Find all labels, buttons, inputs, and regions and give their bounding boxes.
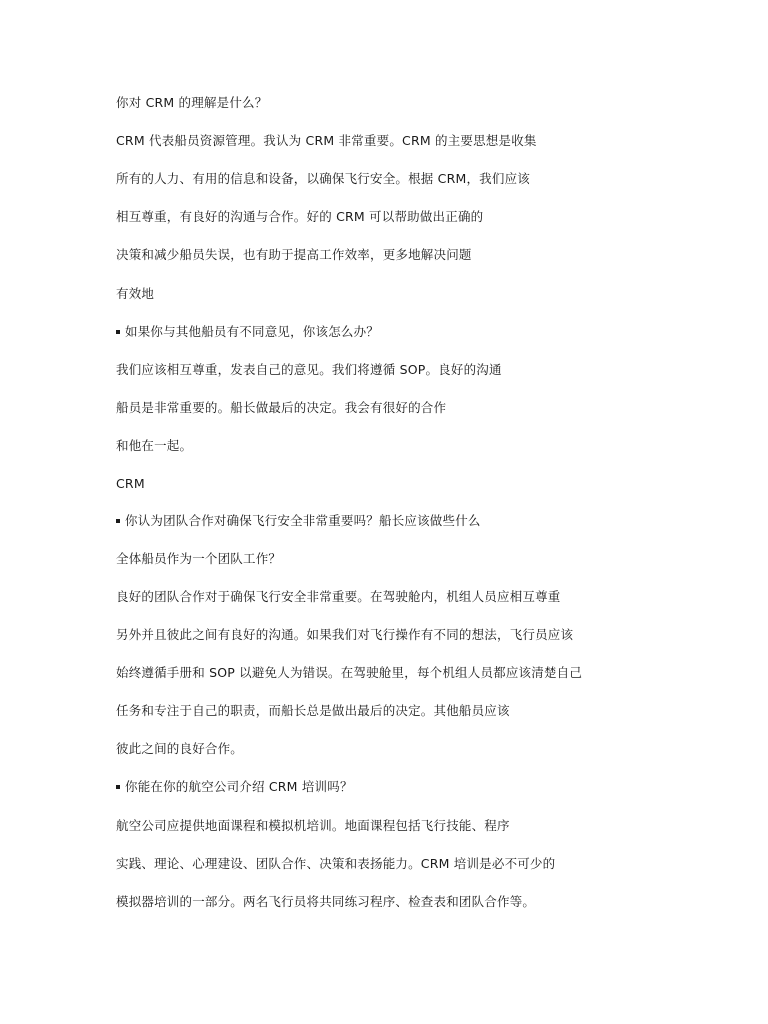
text-line <box>116 438 192 454</box>
line-text: 你对 CRM 的理解是什么？ <box>116 95 268 110</box>
text-line <box>116 362 502 378</box>
line-text: 我们应该相互尊重，发表自己的意见。我们将遵循 SOP。良好的沟通 <box>116 362 502 377</box>
text-line <box>116 703 510 719</box>
bullet-icon <box>116 785 120 789</box>
line-text: 任务和专注于自己的职责，而船长总是做出最后的决定。其他船员应该 <box>116 703 510 718</box>
text-line <box>116 665 582 681</box>
line-text: 相互尊重，有良好的沟通与合作。好的 CRM 可以帮助做出正确的 <box>116 209 484 224</box>
bullet-icon <box>116 330 120 334</box>
line-text: 另外并且彼此之间有良好的沟通。如果我们对飞行操作有不同的想法，飞行员应该 <box>116 627 574 642</box>
bullet-icon <box>116 519 120 523</box>
text-line <box>116 856 555 872</box>
line-text: 全体船员作为一个团队工作？ <box>116 551 282 566</box>
text-line <box>116 286 154 302</box>
line-text: 和他在一起。 <box>116 438 193 453</box>
line-text: 决策和减少船员失误，也有助于提高工作效率，更多地解决问题 <box>116 247 472 262</box>
line-text: 如果你与其他船员有不同意见，你该怎么办？ <box>125 324 380 339</box>
text-line <box>116 400 446 416</box>
line-text: 始终遵循手册和 SOP 以避免人为错误。在驾驶舱里，每个机组人员都应该清楚自己 <box>116 665 583 680</box>
text-line <box>116 818 510 834</box>
line-text: 船员是非常重要的。船长做最后的决定。我会有很好的合作 <box>116 400 447 415</box>
bullet-line <box>116 779 353 795</box>
text-line <box>116 589 561 605</box>
line-text: 航空公司应提供地面课程和模拟机培训。地面课程包括飞行技能、程序 <box>116 818 510 833</box>
text-line <box>116 894 535 910</box>
line-text: CRM <box>116 476 145 491</box>
text-line <box>116 133 537 149</box>
text-line <box>116 95 267 111</box>
line-text: 模拟器培训的一部分。两名飞行员将共同练习程序、检查表和团队合作等。 <box>116 894 536 909</box>
text-line <box>116 627 573 643</box>
line-text: 有效地 <box>116 286 155 301</box>
text-line <box>116 171 530 187</box>
line-text: 实践、理论、心理建设、团队合作、决策和表扬能力。CRM 培训是必不可少的 <box>116 856 556 871</box>
bullet-line <box>116 324 379 340</box>
text-line <box>116 551 281 567</box>
text-line <box>116 247 472 263</box>
text-line <box>116 476 145 492</box>
line-text: 所有的人力、有用的信息和设备，以确保飞行安全。根据 CRM，我们应该 <box>116 171 530 186</box>
bullet-line <box>116 513 481 529</box>
line-text: 良好的团队合作对于确保飞行安全非常重要。在驾驶舱内，机组人员应相互尊重 <box>116 589 561 604</box>
text-line <box>116 209 483 225</box>
line-text: 彼此之间的良好合作。 <box>116 741 244 756</box>
line-text: 你认为团队合作对确保飞行安全非常重要吗？船长应该做些什么 <box>125 513 481 528</box>
text-line <box>116 741 243 757</box>
line-text: CRM 代表船员资源管理。我认为 CRM 非常重要。CRM 的主要思想是收集 <box>116 133 537 148</box>
line-text: 你能在你的航空公司介绍 CRM 培训吗？ <box>125 779 353 794</box>
